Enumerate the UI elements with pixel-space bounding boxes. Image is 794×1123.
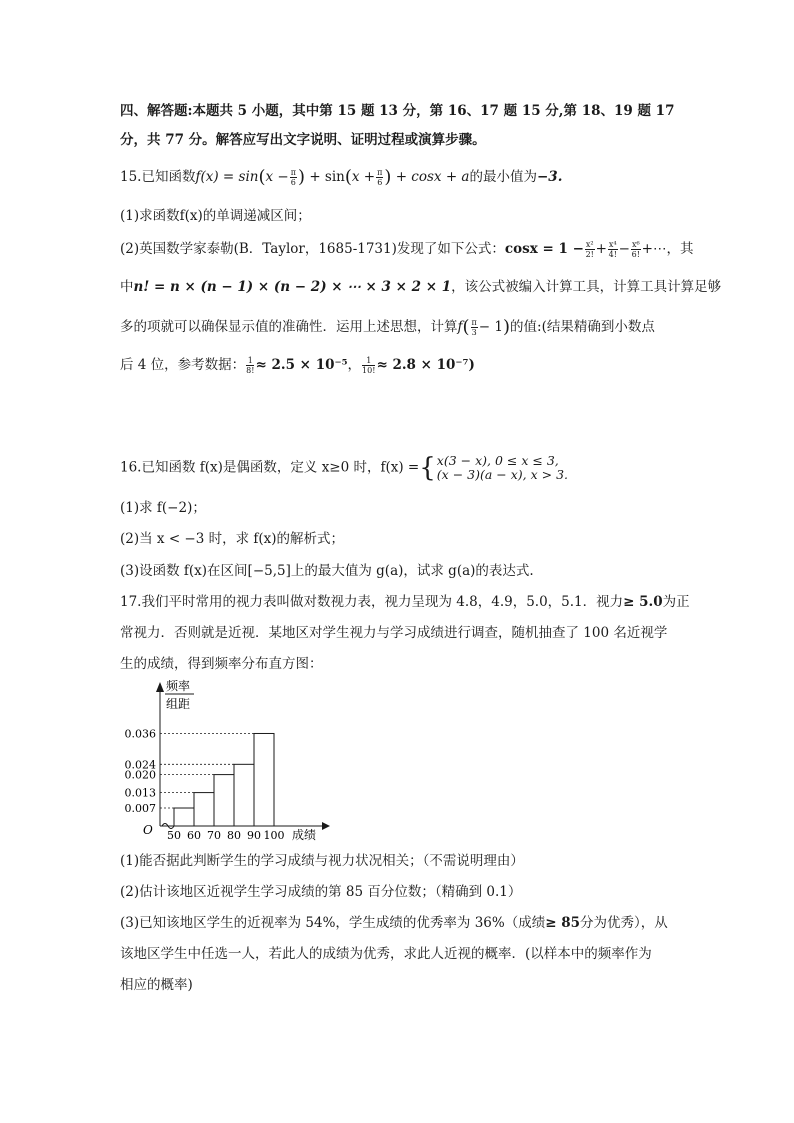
y-label-numerator: 频率 [166, 679, 191, 693]
q16-part3: (3)设函数 f(x)在区间[−5,5]上的最大值为 g(a)，试求 g(a)的表达式. [120, 563, 534, 579]
histogram-bar [194, 793, 214, 826]
approx-8fact: ≈ 2.5 × 10⁻⁵ [255, 357, 348, 373]
x-tick-label: 70 [207, 829, 221, 842]
q15-min-value: −3. [536, 169, 563, 185]
q17-excellent-threshold: ≥ 85 [545, 915, 581, 931]
x-tick-label: 90 [247, 829, 261, 842]
approx-10fact: ≈ 2.8 × 10⁻⁷) [376, 357, 475, 373]
q16-piecewise [437, 454, 568, 482]
histogram-bar [214, 775, 234, 826]
q15-part2-line3: 多的项就可以确保显示值的准确性．运用上述思想，计算f( $\frac{\pi}{3}$ − 1)的值:(结果精确到小数点 [120, 316, 655, 338]
taylor-lhs: cosx = 1 − [504, 241, 584, 257]
q15-arg2: x + [351, 169, 376, 185]
q17-threshold: ≥ 5.0 [623, 594, 663, 610]
frac-x4: $\frac{\text{x⁴}}{4!}$ [608, 240, 617, 259]
x-axis-label: 成绩 [292, 828, 317, 842]
q16-part1: (1)求 f(−2)； [120, 500, 206, 516]
frac-pi-3: $\frac{\pi}{3}$ [471, 318, 477, 337]
q15-stem: 15.已知函数f(x) = sin(x − $\frac{\pi}{6}$ ) + sin(x + $\frac{\pi}{6}$ ) + cosx + a的最小值为−3. [120, 166, 563, 188]
q17-line1: 17.我们平时常用的视力表叫做对数视力表，视力呈现为 4.8，4.9，5.0，5.1．视力≥ 5.0为正 [120, 594, 690, 610]
histogram-bar [234, 764, 254, 826]
q15-plus-sin: + sin [309, 169, 345, 185]
y-tick-label: 0.020 [124, 768, 156, 782]
q15-pi-over-6-a: $\frac{\pi}{6}$ [290, 168, 296, 187]
q15-part2-intro: (2)英国数学家泰勒(B．Taylor，1685-1731)发现了如下公式： [120, 241, 505, 257]
q15-arg1: x − [265, 169, 289, 185]
q17-part2: (2)估计该地区近视学生学习成绩的第 85 百分位数；（精确到 0.1） [120, 884, 522, 900]
y-tick-label: 0.024 [124, 758, 156, 772]
section-heading-line2: 分，共 77 分。解答应写出文字说明、证明过程或演算步骤。 [120, 132, 486, 148]
x-tick-label: 60 [187, 829, 201, 842]
q15-part1: (1)求函数f(x)的单调递减区间； [120, 208, 311, 224]
q15-tail: + cosx + a [395, 169, 470, 185]
y-label-denominator: 组距 [166, 697, 191, 711]
q16-part2: (2)当 x < −3 时，求 f(x)的解析式； [120, 531, 345, 547]
q17-line3: 生的成绩，得到频率分布直方图： [120, 656, 323, 672]
q17-line2: 常视力．否则就是近视．某地区对学生视力与学习成绩进行调查，随机抽查了 100 名近视学 [120, 625, 668, 641]
x-tick-label: 80 [227, 829, 241, 842]
q17-part3-line3: 相应的概率) [120, 977, 193, 993]
y-tick-label: 0.036 [124, 727, 156, 741]
q15-stem-b: 的最小值为 [469, 169, 537, 185]
q15-part2-line4: 后 4 位，参考数据： $\frac{1}{8!}$ ≈ 2.5 × 10⁻⁵， $\frac{1}{10!}$ ≈ 2.8 × 10⁻⁷) [120, 356, 475, 375]
q17-part1: (1)能否据此判断学生的学习成绩与视力状况相关；（不需说明理由） [120, 853, 524, 869]
y-tick-label: 0.007 [124, 802, 156, 816]
y-axis-arrow [156, 682, 164, 692]
frac-x6: $\frac{\text{x⁶}}{6!}$ [631, 240, 640, 259]
q17-part3-line1: (3)已知该地区学生的近视率为 54%，学生成绩的优秀率为 36%（成绩≥ 85分为优秀），从 [120, 915, 668, 931]
factorial-def: n! = n × (n − 1) × (n − 2) × ⋯ × 3 × 2 × 1 [133, 279, 452, 295]
q16-case1: x(3 − x), 0 ≤ x ≤ 3, [436, 453, 559, 468]
q16-stem-text: 16.已知函数 f(x)是偶函数，定义 x≥0 时，f(x) = [120, 459, 420, 476]
q15-label: 15.已知函数 [120, 169, 196, 185]
frequency-histogram [110, 676, 350, 848]
taylor-dots: +⋯，其 [641, 241, 694, 257]
histogram-bar [174, 808, 194, 826]
x-tick-label: 100 [263, 829, 285, 842]
frac-x2: $\frac{\text{x²}}{2!}$ [585, 240, 594, 259]
q15-part2-line2: 中n! = n × (n − 1) × (n − 2) × ⋯ × 3 × 2 × 1，该公式被编入计算工具，计算工具计算足够 [120, 279, 722, 295]
x-axis-arrow [322, 822, 330, 830]
section-heading-line1: 四、解答题:本题共 5 小题，其中第 15 题 13 分，第 16、17 题 15 分,第 18、19 题 17 [120, 103, 675, 119]
calc-f: f [457, 319, 463, 335]
q15-part2-line1: (2)英国数学家泰勒(B．Taylor，1685-1731)发现了如下公式：cosx = 1 − $\frac{\text{x²}}{2!}$ + $\frac{\text{x⁴}}{4!}$ − $\frac{\text{x⁶}}{6!}$ +⋯，其 [120, 240, 694, 259]
q17-part3-line2: 该地区学生中任选一人，若此人的成绩为优秀，求此人近视的概率．(以样本中的频率作为 [120, 946, 652, 962]
q16-stem: 16.已知函数 f(x)是偶函数，定义 x≥0 时，f(x) ={x(3 − x), 0 ≤ x ≤ 3, (x − 3)(a − x), x > 3. [120, 453, 568, 483]
x-tick-label: 50 [167, 829, 181, 842]
histogram-bar [254, 733, 274, 826]
q16-case2: (x − 3)(a − x), x > 3. [436, 467, 568, 482]
frac-1-over-8fact: $\frac{1}{8!}$ [246, 356, 255, 375]
y-tick-label: 0.013 [124, 786, 156, 800]
frac-1-over-10fact: $\frac{1}{10!}$ [362, 356, 376, 375]
q15-pi-over-6-b: $\frac{\pi}{6}$ [377, 168, 383, 187]
origin-label: O [143, 823, 153, 837]
q15-function: f(x) = sin [195, 169, 259, 185]
